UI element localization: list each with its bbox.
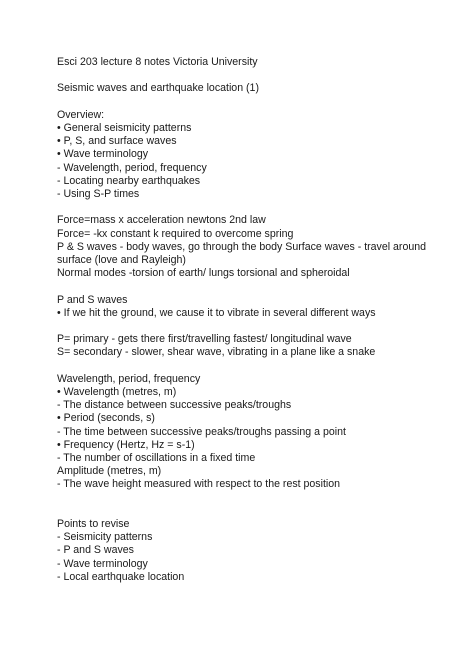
force-law-line: Force=mass x acceleration newtons 2nd law	[57, 214, 266, 227]
spring-force-line: Force= -kx constant k required to overcome spring	[57, 227, 294, 240]
overview-item: - Locating nearby earthquakes	[57, 174, 201, 187]
revise-item: - Wave terminology	[57, 557, 148, 570]
revise-item: - Local earthquake location	[57, 570, 185, 583]
ps-waves-item: • If we hit the ground, we cause it to vibrate in several different ways	[57, 306, 376, 319]
wavelength-item: • Wavelength (metres, m)	[57, 385, 177, 398]
wavelength-item: • Frequency (Hertz, Hz = s-1)	[57, 438, 195, 451]
wavelength-item: • Period (seconds, s)	[57, 412, 155, 425]
primary-wave-line: P= primary - gets there first/travelling fastest/ longitudinal wave	[57, 333, 352, 346]
wavelength-heading: Wavelength, period, frequency	[57, 372, 201, 385]
wavelength-item: - The wave height measured with respect to the rest position	[57, 478, 341, 491]
overview-item: - Wavelength, period, frequency	[57, 161, 207, 174]
overview-item: • General seismicity patterns	[57, 121, 192, 134]
overview-item: • P, S, and surface waves	[57, 135, 177, 148]
document-body	[57, 56, 432, 584]
revise-item: - P and S waves	[57, 544, 134, 557]
wavelength-item: - The distance between successive peaks/troughs	[57, 399, 292, 412]
revise-item: - Seismicity patterns	[57, 531, 153, 544]
document-subtitle: Seismic waves and earthquake location (1)	[57, 82, 259, 95]
revise-heading: Points to revise	[57, 517, 130, 530]
wavelength-item: Amplitude (metres, m)	[57, 465, 162, 478]
document-header: Esci 203 lecture 8 notes Victoria University	[57, 56, 258, 68]
wavelength-item: - The number of oscillations in a fixed time	[57, 452, 256, 464]
wavelength-item: - The time between successive peaks/troughs passing a point	[57, 425, 346, 438]
overview-heading: Overview:	[57, 108, 105, 121]
body-surface-waves-line: P & S waves - body waves, go through the body Surface waves - travel around surface (love and Rayleigh)	[57, 240, 427, 266]
normal-modes-line: Normal modes -torsion of earth/ lungs torsional and spheroidal	[57, 267, 350, 280]
ps-waves-heading: P and S waves	[57, 293, 128, 306]
secondary-wave-line: S= secondary - slower, shear wave, vibrating in a plane like a snake	[57, 346, 376, 359]
overview-item: • Wave terminology	[57, 148, 149, 161]
overview-item: - Using S-P times	[57, 188, 140, 200]
